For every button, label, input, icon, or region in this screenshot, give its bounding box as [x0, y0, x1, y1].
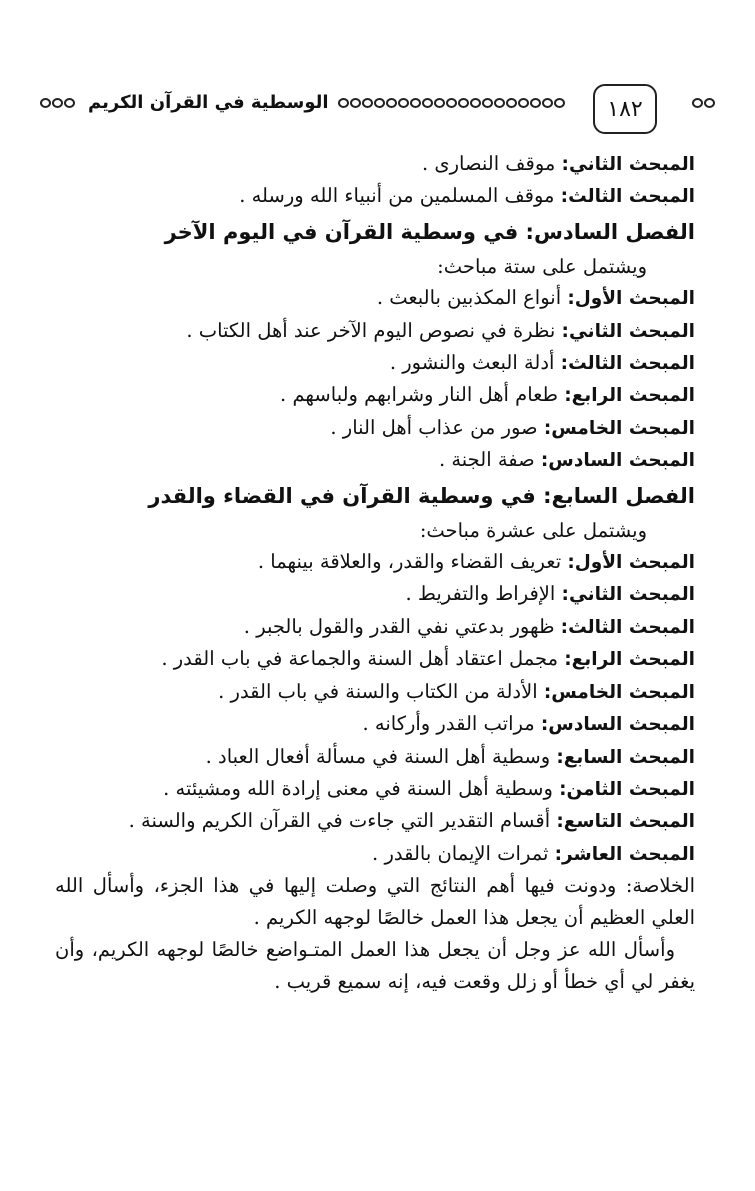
list-item: المبحث الرابع: مجمل اعتقاد أهل السنة والجماعة في باب القدر . [161, 647, 695, 671]
list-item: المبحث السادس: صفة الجنة . [438, 448, 695, 472]
list-item: المبحث السابع: وسطية أهل السنة في مسألة أفعال العباد . [205, 744, 695, 768]
closing-paragraph: وأسأل الله عز وجل أن يجعل هذا العمل المتـواضع خالصًا لوجهه الكريم، وأن يغفر لي أي خطأ أو زلل وقعت فيه، إنه سميع قريب . [55, 938, 695, 994]
list-item: المبحث العاشر: ثمرات الإيمان بالقدر . [372, 841, 695, 865]
list-item: المبحث الرابع: طعام أهل النار وشرابهم ولباسهم . [280, 383, 695, 407]
list-item: المبحث الثاني: موقف النصارى . [421, 152, 695, 175]
ornament-chain [338, 98, 565, 112]
page-content [55, 148, 695, 998]
list-item: المبحث الأول: أنواع المكذبين بالبعث . [376, 286, 695, 310]
list-item: المبحث الخامس: الأدلة من الكتاب والسنة في باب القدر . [218, 679, 695, 703]
conclusion-paragraph: الخلاصة: ودونت فيها أهم النتائج التي وصلت إليها في هذا الجزء، وأسأل الله العلي العظيم أن يجعل هذا العمل خالصًا لوجهه الكريم . [55, 874, 695, 930]
chapter-intro: ويشتمل على عشرة مباحث: [419, 518, 647, 542]
ornament-left [40, 98, 75, 112]
list-item: المبحث الثامن: وسطية أهل السنة في معنى إرادة الله ومشيئته . [163, 776, 695, 800]
list-item: المبحث الثاني: الإفراط والتفريط . [405, 582, 695, 606]
list-item: المبحث الثالث: موقف المسلمين من أنبياء الله ورسله . [239, 184, 695, 208]
page-header [40, 84, 715, 140]
ornament-right [692, 98, 715, 112]
page-number: ١٨٢ [593, 84, 657, 134]
list-item: المبحث الثالث: ظهور بدعتي نفي القدر والقول بالجبر . [243, 614, 695, 638]
chapter-intro: ويشتمل على ستة مباحث: [437, 254, 647, 278]
chapter-heading: الفصل السادس: في وسطية القرآن في اليوم الآخر [164, 219, 695, 244]
list-item: المبحث التاسع: أقسام التقدير التي جاءت في القرآن الكريم والسنة . [128, 809, 695, 833]
list-item: المبحث الثالث: أدلة البعث والنشور . [389, 351, 695, 375]
list-item: المبحث الثاني: نظرة في نصوص اليوم الآخر عند أهل الكتاب . [186, 318, 695, 342]
running-title: الوسطية في القرآن الكريم [88, 92, 329, 113]
list-item: المبحث الخامس: صور من عذاب أهل النار . [330, 415, 695, 439]
list-item: المبحث السادس: مراتب القدر وأركانه . [362, 712, 695, 736]
chapter-heading: الفصل السابع: في وسطية القرآن في القضاء والقدر [148, 483, 695, 508]
list-item: المبحث الأول: تعريف القضاء والقدر، والعلاقة بينهما . [257, 550, 695, 574]
